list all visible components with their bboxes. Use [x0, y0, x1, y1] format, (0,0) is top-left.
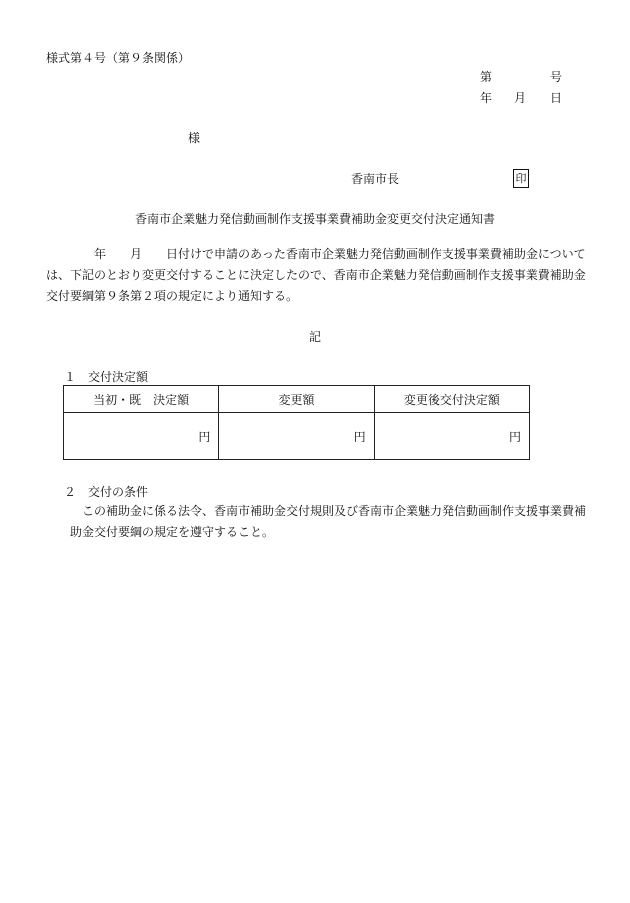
addressee-honorific: 様: [188, 131, 201, 145]
section-2-body: [70, 501, 587, 543]
document-title: 香南市企業魅力発信動画制作支援事業費補助金変更交付決定通知書: [134, 212, 495, 226]
body-line-1: [46, 244, 586, 265]
conditions-line-2: 助金交付要綱の規定を遵守すること。: [70, 525, 275, 539]
table-header-row: [64, 386, 530, 413]
body-month-mark: 月: [130, 247, 143, 261]
initial-amount-cell: 円: [64, 413, 219, 460]
date-month-label: 月: [514, 91, 527, 105]
column-header-change-amount: 変更額: [219, 386, 374, 413]
document-number-suffix: 号: [550, 70, 563, 84]
date-year-label: 年: [480, 91, 493, 105]
column-header-initial-amount: 当初・既 決定額: [64, 386, 219, 413]
body-line-2: は、下記のとおり変更交付することに決定したので、香南市企業魅力発信動画制作支援事業費補助金: [46, 268, 586, 282]
change-amount-cell: 円: [219, 413, 374, 460]
body-line-3: 交付要綱第９条第２項の規定により通知する。: [46, 289, 299, 303]
form-number-label: 様式第４号（第９条関係）: [46, 51, 191, 65]
document-number-prefix: 第: [480, 70, 493, 84]
conditions-line-1: この補助金に係る法令、香南市補助金交付規則及び香南市企業魅力発信動画制作支援事業費補: [82, 504, 587, 518]
revised-amount-cell: 円: [374, 413, 529, 460]
date-day-label: 日: [550, 91, 563, 105]
body-line-1-text: 日付けで申請のあった香南市企業魅力発信動画制作支援事業費補助金について: [166, 247, 586, 261]
body-year-mark: 年: [94, 247, 107, 261]
table-row: [64, 413, 530, 460]
ki-heading: 記: [308, 330, 321, 344]
section-2-heading: ２ 交付の条件: [64, 485, 149, 499]
seal-stamp-box: 印: [513, 169, 529, 188]
column-header-revised-amount: 変更後交付決定額: [374, 386, 529, 413]
issuer-name: 香南市長: [351, 172, 400, 186]
section-1-heading: １ 交付決定額: [64, 370, 149, 384]
notice-body: [46, 244, 586, 307]
grant-amount-table: [63, 385, 530, 460]
